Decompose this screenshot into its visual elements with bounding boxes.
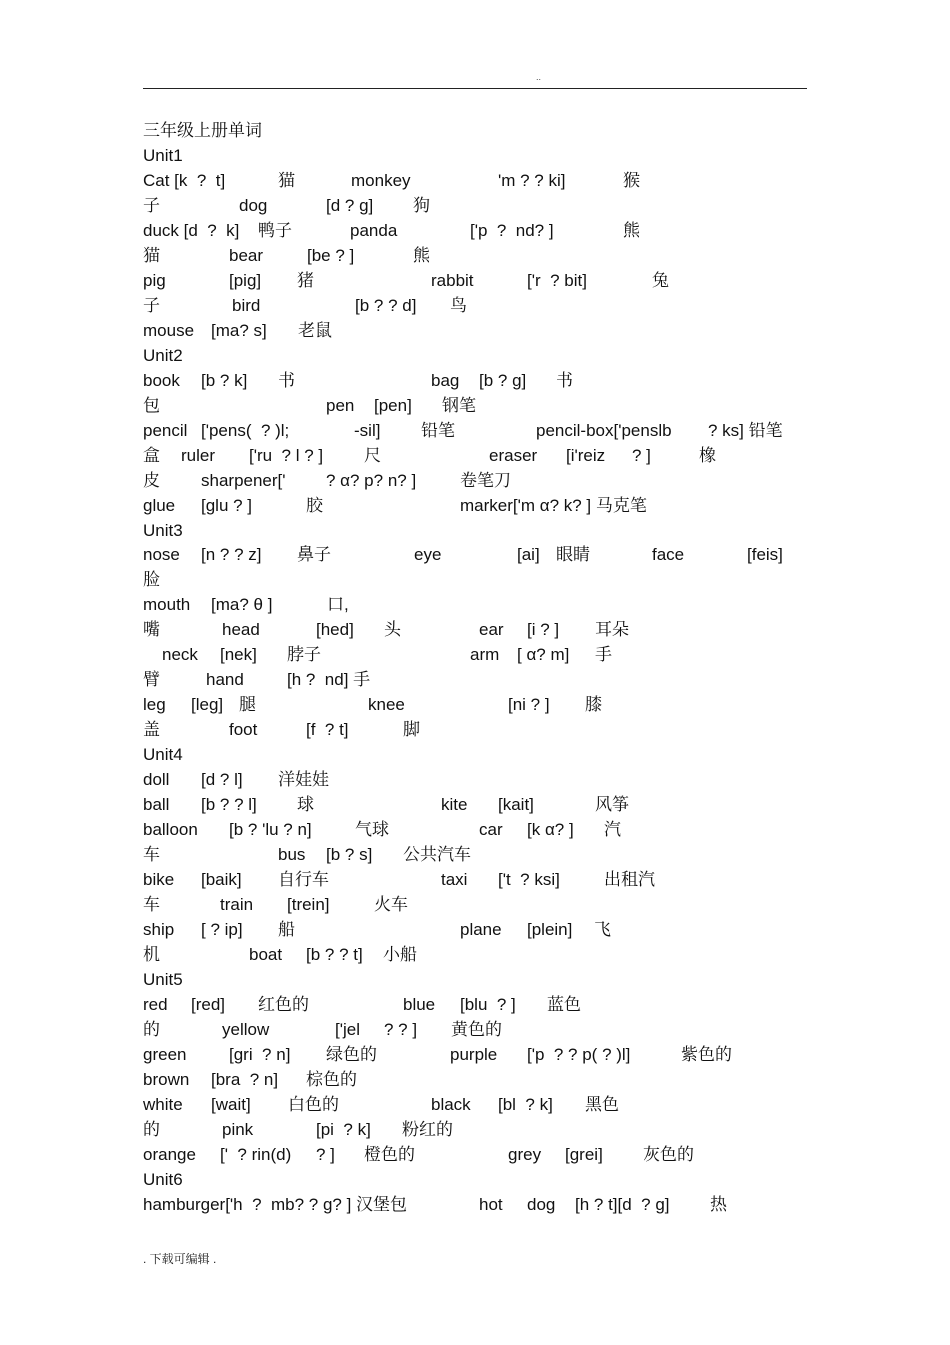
- line-segment: 头: [384, 620, 401, 640]
- line-segment: 'm ? ? ki]: [498, 170, 566, 190]
- header-rule: [143, 88, 807, 89]
- line-segment: [h ? nd] 手: [287, 670, 371, 690]
- line-segment: head: [222, 620, 260, 640]
- line-segment: [ai]: [517, 545, 540, 565]
- line-segment: arm: [470, 645, 500, 665]
- line-segment: ? α? p? n? ]: [326, 470, 417, 490]
- line-segment: eraser: [489, 445, 538, 465]
- text-line: [0, 343, 950, 368]
- line-segment: neck: [162, 645, 198, 665]
- text-line: [0, 268, 950, 293]
- line-segment: pencil: [143, 420, 188, 440]
- line-segment: [hed]: [316, 620, 354, 640]
- line-segment: [bra ? n]: [211, 1069, 279, 1089]
- line-segment: balloon: [143, 820, 198, 840]
- line-segment: 黑色: [585, 1094, 619, 1114]
- line-segment: 钢笔: [442, 395, 476, 415]
- line-segment: 书: [556, 370, 573, 390]
- line-segment: [pi ? k]: [316, 1119, 371, 1139]
- text-line: [0, 667, 950, 692]
- text-line: [0, 118, 950, 143]
- line-segment: 子: [143, 295, 160, 315]
- line-segment: ? ]: [632, 445, 651, 465]
- line-segment: 橡: [699, 445, 716, 465]
- line-segment: 耳朵: [595, 620, 629, 640]
- line-segment: 黄色的: [451, 1019, 502, 1039]
- text-line: [0, 867, 950, 892]
- line-segment: ? ks] 铅笔: [708, 420, 783, 440]
- line-segment: ear: [479, 620, 504, 640]
- line-segment: dog: [527, 1194, 556, 1214]
- line-segment: 尺: [364, 445, 381, 465]
- line-segment: [ α? m]: [517, 645, 570, 665]
- text-line: [0, 917, 950, 942]
- line-segment: 飞: [594, 920, 611, 940]
- line-segment: 机: [143, 945, 160, 964]
- text-line: [0, 542, 950, 567]
- line-segment: 汽: [604, 820, 621, 840]
- line-segment: 三年级上册单词: [143, 121, 262, 140]
- line-segment: [bl ? k]: [498, 1094, 553, 1114]
- line-segment: 公共汽车: [403, 845, 471, 865]
- line-segment: [b ? s]: [326, 845, 373, 865]
- text-line: [0, 592, 950, 617]
- line-segment: hamburger['h ? mb? ? g? ] 汉堡包: [143, 1194, 408, 1214]
- line-segment: ? ? ]: [384, 1019, 418, 1039]
- line-segment: pink: [222, 1119, 254, 1139]
- line-segment: panda: [350, 220, 398, 240]
- line-segment: 棕色的: [306, 1069, 357, 1089]
- line-segment: 车: [143, 895, 160, 915]
- line-segment: orange: [143, 1144, 196, 1164]
- text-line: [0, 567, 950, 592]
- line-segment: ['t ? ksi]: [498, 870, 560, 890]
- line-segment: pencil-box['penslb: [536, 420, 672, 440]
- text-line: [0, 1092, 950, 1117]
- text-line: [0, 1117, 950, 1142]
- line-segment: 猫: [143, 245, 160, 265]
- line-segment: [b ? ? d]: [355, 295, 417, 315]
- line-segment: black: [431, 1094, 471, 1114]
- line-segment: [ma? s]: [211, 320, 267, 340]
- line-segment: 卷笔刀: [460, 470, 511, 490]
- page-footer: . 下载可编辑 .: [143, 1252, 217, 1266]
- line-segment: 腿: [239, 695, 256, 715]
- line-segment: 白色的: [288, 1094, 339, 1114]
- line-segment: 嘴: [143, 620, 160, 640]
- line-segment: book: [143, 370, 180, 390]
- text-line: [0, 493, 950, 518]
- line-segment: [plein]: [527, 920, 573, 940]
- line-segment: 粉红的: [402, 1119, 453, 1139]
- line-segment: [b ? k]: [201, 370, 248, 390]
- line-segment: doll: [143, 770, 170, 790]
- line-segment: bird: [232, 295, 261, 315]
- line-segment: 口,: [327, 595, 349, 615]
- line-segment: ['pens( ? )l;: [201, 420, 290, 440]
- line-segment: mouse: [143, 320, 195, 340]
- line-segment: 洋娃娃: [278, 770, 329, 790]
- text-line: [0, 1192, 950, 1217]
- line-segment: glue: [143, 495, 176, 515]
- line-segment: 鼻子: [297, 545, 331, 565]
- line-segment: 气球: [355, 820, 389, 840]
- line-segment: white: [143, 1094, 183, 1114]
- line-segment: [wait]: [211, 1094, 251, 1114]
- line-segment: face: [652, 545, 685, 565]
- line-segment: train: [220, 895, 254, 915]
- line-segment: 小船: [383, 945, 417, 964]
- text-line: [0, 792, 950, 817]
- text-line: [0, 817, 950, 842]
- line-segment: boat: [249, 945, 283, 964]
- line-segment: 脖子: [287, 645, 321, 665]
- line-segment: purple: [450, 1044, 498, 1064]
- text-line: [0, 1067, 950, 1092]
- line-segment: leg: [143, 695, 166, 715]
- line-segment: 盒: [143, 445, 160, 465]
- line-segment: [n ? ? z]: [201, 545, 262, 565]
- text-line: [0, 842, 950, 867]
- text-line: [0, 143, 950, 168]
- text-line: [0, 942, 950, 967]
- line-segment: ['jel: [335, 1019, 360, 1039]
- line-segment: 红色的: [258, 994, 309, 1014]
- line-segment: 老鼠: [298, 320, 332, 340]
- line-segment: Unit3: [143, 520, 183, 540]
- line-segment: marker['m α? k? ] 马克笔: [460, 495, 647, 515]
- line-segment: rabbit: [431, 270, 474, 290]
- line-segment: 脸: [143, 570, 160, 590]
- line-segment: 鸭子: [258, 220, 292, 240]
- line-segment: kite: [441, 795, 468, 815]
- line-segment: Unit6: [143, 1169, 183, 1189]
- line-segment: bike: [143, 870, 175, 890]
- text-line: [0, 218, 950, 243]
- line-segment: 球: [297, 795, 314, 815]
- line-segment: [' ? rin(d): [220, 1144, 292, 1164]
- line-segment: 风筝: [595, 795, 629, 815]
- line-segment: [be ? ]: [307, 245, 355, 265]
- line-segment: eye: [414, 545, 442, 565]
- line-segment: 手: [595, 645, 612, 665]
- line-segment: ['r ? bit]: [527, 270, 587, 290]
- line-segment: Cat [k ? t]: [143, 170, 226, 190]
- line-segment: 绿色的: [326, 1044, 377, 1064]
- line-segment: foot: [229, 720, 258, 740]
- text-line: [0, 468, 950, 493]
- line-segment: 包: [143, 395, 160, 415]
- text-line: [0, 293, 950, 318]
- text-line: [0, 692, 950, 717]
- text-line: [0, 717, 950, 742]
- line-segment: grey: [508, 1144, 542, 1164]
- line-segment: red: [143, 994, 168, 1014]
- line-segment: hot: [479, 1194, 503, 1214]
- line-segment: [b ? ? l]: [201, 795, 257, 815]
- line-segment: [i'reiz: [566, 445, 606, 465]
- line-segment: [kait]: [498, 795, 534, 815]
- line-segment: 火车: [374, 895, 408, 915]
- line-segment: 热: [710, 1194, 727, 1214]
- line-segment: [pig]: [229, 270, 262, 290]
- text-line: [0, 318, 950, 343]
- text-line: [0, 1042, 950, 1067]
- line-segment: 鸟: [450, 295, 467, 315]
- line-segment: [red]: [191, 994, 226, 1014]
- line-segment: blue: [403, 994, 436, 1014]
- line-segment: [grei]: [565, 1144, 603, 1164]
- line-segment: hand: [206, 670, 244, 690]
- line-segment: [d ? l]: [201, 770, 243, 790]
- line-segment: [f ? t]: [306, 720, 349, 740]
- line-segment: [pen]: [374, 395, 412, 415]
- line-segment: 车: [143, 845, 160, 865]
- line-segment: green: [143, 1044, 187, 1064]
- line-segment: [blu ? ]: [460, 994, 516, 1014]
- line-segment: 自行车: [278, 870, 329, 890]
- line-segment: [glu ? ]: [201, 495, 253, 515]
- line-segment: 橙色的: [364, 1144, 415, 1164]
- line-segment: 盖: [143, 720, 160, 740]
- line-segment: 猪: [297, 270, 314, 290]
- text-line: [0, 193, 950, 218]
- line-segment: brown: [143, 1069, 190, 1089]
- line-segment: ['p ? nd? ]: [470, 220, 554, 240]
- line-segment: knee: [368, 695, 405, 715]
- line-segment: bag: [431, 370, 460, 390]
- text-line: [0, 368, 950, 393]
- line-segment: ball: [143, 795, 170, 815]
- text-line: [0, 742, 950, 767]
- line-segment: taxi: [441, 870, 468, 890]
- line-segment: 臂: [143, 670, 160, 690]
- text-line: [0, 992, 950, 1017]
- line-segment: mouth: [143, 595, 191, 615]
- line-segment: 子: [143, 195, 160, 215]
- text-line: [0, 617, 950, 642]
- text-line: [0, 892, 950, 917]
- line-segment: 出租汽: [604, 870, 655, 890]
- line-segment: [d ? g]: [326, 195, 374, 215]
- line-segment: 狗: [413, 195, 430, 215]
- text-line: [0, 418, 950, 443]
- text-line: [0, 443, 950, 468]
- line-segment: 熊: [413, 245, 430, 265]
- line-segment: [ma? θ ]: [211, 595, 273, 615]
- line-segment: [gri ? n]: [229, 1044, 291, 1064]
- line-segment: [feis]: [747, 545, 783, 565]
- line-segment: 的: [143, 1119, 160, 1139]
- line-segment: plane: [460, 920, 502, 940]
- line-segment: bus: [278, 845, 306, 865]
- line-segment: 皮: [143, 470, 160, 490]
- text-line: [0, 393, 950, 418]
- text-line: [0, 243, 950, 268]
- line-segment: [ni ? ]: [508, 695, 550, 715]
- line-segment: [b ? ? t]: [306, 945, 363, 964]
- line-segment: 猴: [623, 170, 640, 190]
- line-segment: 熊: [623, 220, 640, 240]
- line-segment: [leg]: [191, 695, 224, 715]
- text-line: [0, 168, 950, 193]
- line-segment: bear: [229, 245, 264, 265]
- line-segment: [h ? t][d ? g]: [575, 1194, 670, 1214]
- line-segment: [baik]: [201, 870, 242, 890]
- line-segment: duck [d ? k]: [143, 220, 240, 240]
- line-segment: 兔: [652, 270, 669, 290]
- line-segment: [trein]: [287, 895, 330, 915]
- line-segment: monkey: [351, 170, 411, 190]
- line-segment: 铅笔: [421, 420, 455, 440]
- line-segment: [nek]: [220, 645, 257, 665]
- line-segment: 脚: [403, 720, 420, 740]
- line-segment: [k α? ]: [527, 820, 574, 840]
- text-line: [0, 767, 950, 792]
- line-segment: nose: [143, 545, 180, 565]
- line-segment: ship: [143, 920, 175, 940]
- line-segment: 书: [278, 370, 295, 390]
- line-segment: sharpener[': [201, 470, 286, 490]
- line-segment: [b ? 'lu ? n]: [229, 820, 312, 840]
- line-segment: [b ? g]: [479, 370, 527, 390]
- line-segment: ['p ? ? p( ? )l]: [527, 1044, 631, 1064]
- text-line: [0, 1167, 950, 1192]
- line-segment: 膝: [585, 695, 602, 715]
- line-segment: pen: [326, 395, 355, 415]
- header-mark: ..: [536, 72, 542, 82]
- line-segment: -sil]: [354, 420, 381, 440]
- line-segment: Unit5: [143, 969, 183, 989]
- text-line: [0, 1017, 950, 1042]
- line-segment: dog: [239, 195, 268, 215]
- line-segment: ['ru ? l ? ]: [249, 445, 324, 465]
- line-segment: [i ? ]: [527, 620, 560, 640]
- line-segment: car: [479, 820, 503, 840]
- text-line: [0, 967, 950, 992]
- text-line: [0, 1142, 950, 1167]
- line-segment: ruler: [181, 445, 216, 465]
- line-segment: 眼睛: [556, 545, 590, 565]
- line-segment: Unit2: [143, 345, 183, 365]
- line-segment: 蓝色: [547, 994, 581, 1014]
- line-segment: [ ? ip]: [201, 920, 243, 940]
- line-segment: pig: [143, 270, 166, 290]
- line-segment: 船: [278, 920, 295, 940]
- line-segment: 灰色的: [643, 1144, 694, 1164]
- line-segment: 紫色的: [681, 1044, 732, 1064]
- text-line: [0, 518, 950, 543]
- line-segment: 猫: [278, 170, 295, 190]
- line-segment: Unit1: [143, 145, 183, 165]
- text-line: [0, 642, 950, 667]
- line-segment: yellow: [222, 1019, 270, 1039]
- line-segment: ? ]: [316, 1144, 335, 1164]
- line-segment: Unit4: [143, 745, 183, 765]
- line-segment: 胶: [306, 495, 323, 515]
- line-segment: 的: [143, 1019, 160, 1039]
